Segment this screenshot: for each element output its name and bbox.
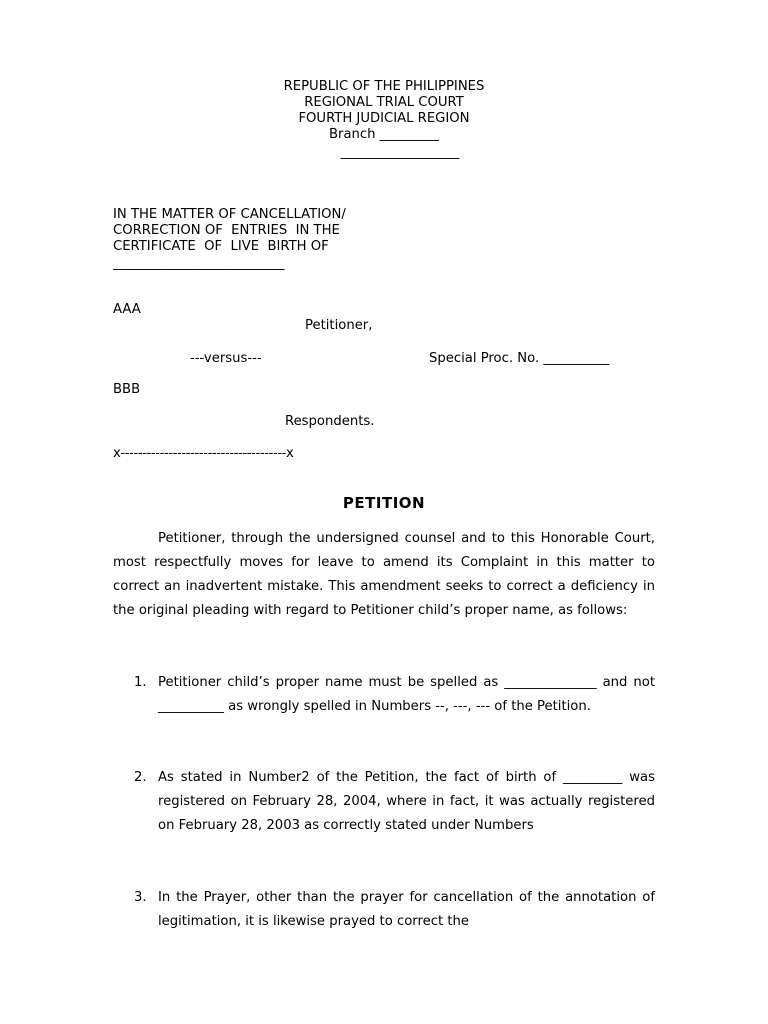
versus-label: ---versus--- [190, 351, 262, 366]
header-region: FOURTH JUDICIAL REGION [298, 111, 470, 126]
respondent-name: BBB [113, 382, 141, 397]
list-item-text: In the Prayer, other than the prayer for cancellation of the annotation of legitimation, it is likewise prayed to correct the [158, 890, 655, 929]
caption-matter-line2: CORRECTION OF ENTRIES IN THE [113, 223, 340, 238]
intro-paragraph: Petitioner, through the undersigned counsel and to this Honorable Court, most respectfully moves for leave to amend its Complaint in this matter to correct an inadvertent mistake. This amendment seeks to correct a deficiency in the original pleading with regard to Petitioner child’s proper name, as follows: [113, 531, 655, 618]
caption-separator: x--------------------------------------x [113, 446, 294, 461]
header-location-blank: __________________ [340, 145, 460, 160]
caption-matter-line1: IN THE MATTER OF CANCELLATION/ [113, 207, 346, 222]
header-branch: Branch _________ [328, 127, 440, 142]
header-court: REGIONAL TRIAL COURT [304, 95, 464, 110]
list-item-number: 2. [134, 770, 147, 785]
list-item-text: As stated in Number2 of the Petition, the fact of birth of _________ was registered on February 28, 2004, where in fact, it was actually registered on February 28, 2003 as correctly stated under Numbers [158, 770, 655, 833]
header-republic: REPUBLIC OF THE PHILIPPINES [283, 79, 485, 94]
caption-matter-blank: __________________________ [113, 256, 285, 271]
list-item-text: Petitioner child’s proper name must be spelled as ______________ and not __________ as wrongly spelled in Numbers --, ---, --- of the Petition. [158, 675, 655, 714]
special-proc-number: Special Proc. No. __________ [429, 351, 610, 366]
respondent-label: Respondents. [285, 414, 375, 429]
caption-matter-line3: CERTIFICATE OF LIVE BIRTH OF [113, 239, 329, 254]
petitioner-name: AAA [113, 302, 141, 317]
petitioner-label: Petitioner, [305, 318, 373, 333]
list-item-number: 1. [134, 675, 147, 690]
document-title: PETITION [342, 494, 426, 512]
list-item-number: 3. [134, 890, 147, 905]
